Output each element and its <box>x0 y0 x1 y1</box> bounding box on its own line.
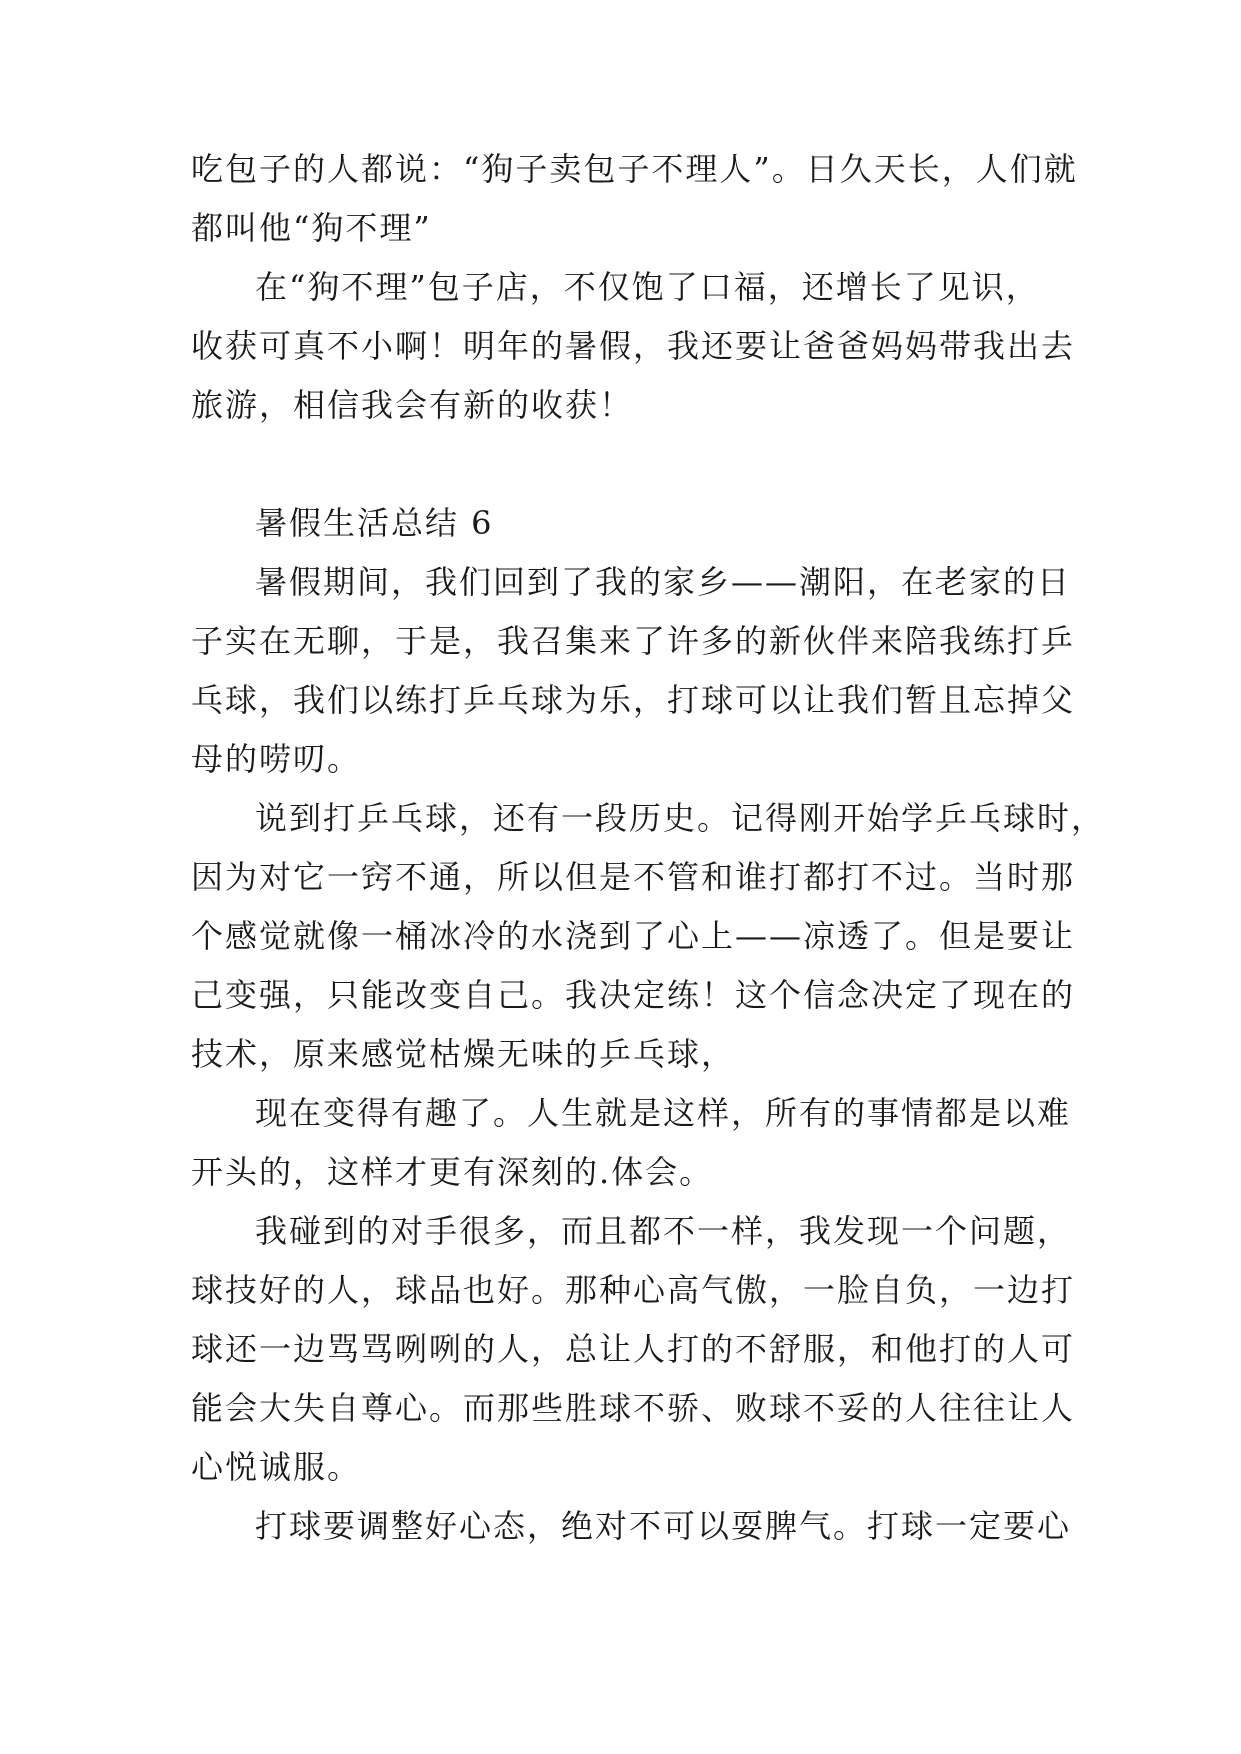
text-line: 技术，原来感觉枯燥无味的乒乓球， <box>191 1035 736 1073</box>
paragraph <box>191 553 1076 789</box>
text-line: 吃包子的人都说：“狗子卖包子不理人”。日久天长，人们就 <box>191 150 1078 188</box>
text-line: 打球要调整好心态，绝对不可以耍脾气。打球一定要心 <box>255 1507 1072 1545</box>
section-spacer <box>191 435 1051 494</box>
paragraph <box>191 789 1106 1084</box>
text-line: 能会大失自尊心。而那些胜球不骄、败球不妥的人往往让人 <box>191 1389 1076 1427</box>
paragraph <box>191 1497 1072 1556</box>
text-line: 我碰到的对手很多，而且都不一样，我发现一个问题， <box>255 1212 1072 1250</box>
text-line: 个感觉就像一桶冰冷的水浇到了心上——凉透了。但是要让 <box>191 917 1076 955</box>
text-line: 说到打乒乓球，还有一段历史。记得刚开始学乒乓球时， <box>255 799 1106 837</box>
text-line: 因为对它一窍不通，所以但是不管和谁打都打不过。当时那 <box>191 858 1076 896</box>
text-line: 收获可真不小啊！明年的暑假，我还要让爸爸妈妈带我出去 <box>191 327 1076 365</box>
text-line: 旅游，相信我会有新的收获！ <box>191 386 634 424</box>
document-page <box>191 140 1106 1556</box>
paragraph <box>191 258 1076 435</box>
paragraph <box>191 140 1078 258</box>
text-line: 母的唠叨。 <box>191 740 362 778</box>
text-line: 都叫他“狗不理” <box>191 209 432 247</box>
text-line: 己变强，只能改变自己。我决定练！这个信念决定了现在的 <box>191 976 1076 1014</box>
text-line: 心悦诚服。 <box>191 1448 362 1486</box>
text-line: 现在变得有趣了。人生就是这样，所有的事情都是以难 <box>255 1094 1072 1132</box>
text-line: 子实在无聊，于是，我召集来了许多的新伙伴来陪我练打乒 <box>191 622 1076 660</box>
text-line: 开头的，这样才更有深刻的.体会。 <box>191 1153 714 1191</box>
paragraph <box>191 1084 1072 1202</box>
text-line: 乓球，我们以练打乒乓球为乐，打球可以让我们暂且忘掉父 <box>191 681 1076 719</box>
text-line: 在“狗不理”包子店，不仅饱了口福，还增长了见识， <box>255 268 1040 306</box>
text-line: 暑假期间，我们回到了我的家乡——潮阳，在老家的日 <box>255 563 1072 601</box>
text-line: 球技好的人，球品也好。那种心高气傲，一脸自负，一边打 <box>191 1271 1076 1309</box>
paragraph <box>191 1202 1076 1497</box>
section-title: 暑假生活总结 6 <box>255 504 494 542</box>
text-line: 球还一边骂骂咧咧的人，总让人打的不舒服，和他打的人可 <box>191 1330 1076 1368</box>
